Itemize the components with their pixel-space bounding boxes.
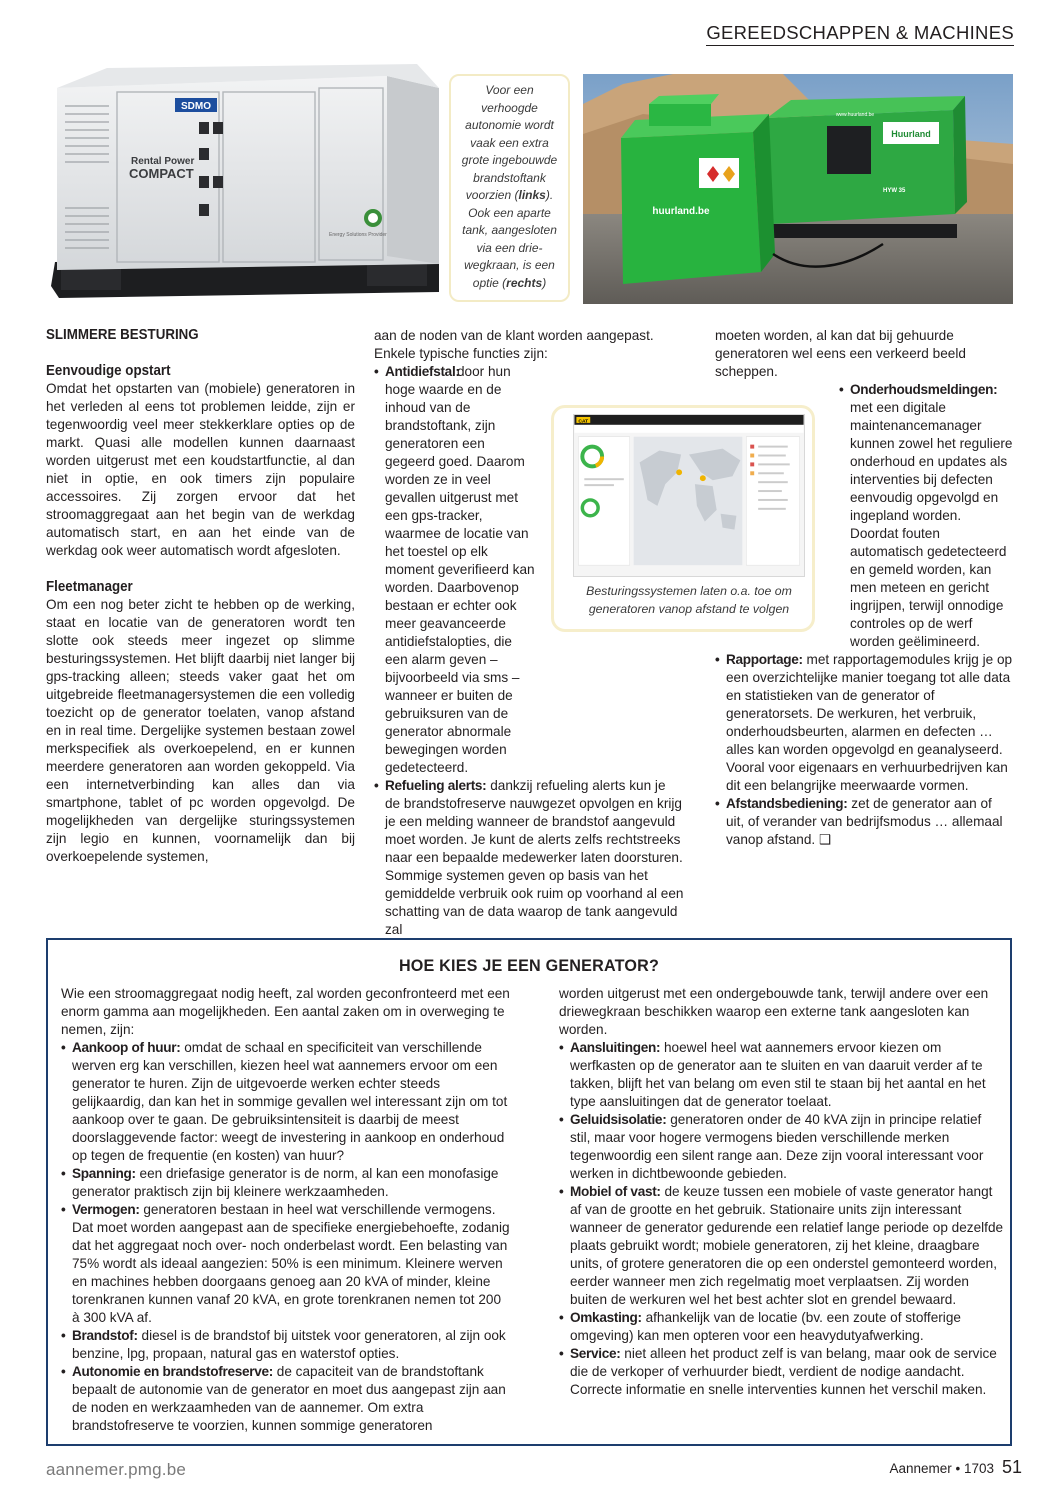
- box-list-text: afhankelijk van de locatie (bv. een zoute of stofferige omgeving) kan men opteren voor een heavydutyafwerking.: [570, 1310, 961, 1343]
- box-list-key: Aansluitingen:: [570, 1040, 661, 1055]
- article-column-1: [46, 326, 355, 866]
- box-list-text: diesel is de brandstof bij uitstek voor generatoren, al zijn ook benzine, lpg, propaan, natural gas en waterstof opties.: [72, 1328, 506, 1361]
- paragraph-fleetmanager: Om een nog beter zicht te hebben op de werking, staat en locatie van de generatoren wordt ten slotte ook steeds meer ingezet op slimme besturingssystemen. Het blijft daarbij niet langer bij gps-tracking alleen; steeds vaker gaat het om uitgebreide fleetmanagersystemen die een volledig toezicht op de generator toelaten, vanop afstand en in real time. Dergelijke systemen bestaan zowel merkspecifiek als overkoepelend, en er kunnen meerdere generatoren aan worden gekoppeld. Via een internetverbinding kan alles dan via smartphone, tablet of pc worden opgevolgd. De mogelijkheden van dergelijke sturingssystemen zijn legio en kunnen, voornamelijk dan bij overkoepelende systemen,: [46, 597, 355, 864]
- box-list-key: Aankoop of huur:: [72, 1040, 181, 1055]
- box-list-item: [61, 1165, 511, 1201]
- box-list-text: hoewel heel wat aannemers ervoor kiezen om werfkasten op de generator aan te sluiten en van daaruit verder af te takken, blijft het van belang om even stil te staan bij het aantal en het type aansluitingen dat de generator toelaat.: [570, 1040, 986, 1109]
- article-column-3: [715, 327, 1013, 849]
- box-list-item: [559, 1039, 1005, 1111]
- box-list-key: Spanning:: [72, 1166, 136, 1181]
- box-list-item: [559, 1183, 1005, 1309]
- box-list-key: Autonomie en brandstofreserve:: [72, 1364, 273, 1379]
- list-item-refueling: [374, 777, 684, 939]
- caption-text: ): [542, 275, 547, 290]
- list-item-text: met een digitale maintenancemanager kunnen zowel het reguliere onderhoud en updates als interventies bij defecten eenvoudig opgevolgd en ingepland worden. Doordat fouten automatisch gedetecteerd en gemeld worden, kan men meteen en gericht ingrijpen, terwijl onnodige controles op de werf worden geëlimineerd.: [850, 400, 1013, 649]
- generator-image: [47, 58, 445, 300]
- box-list-item: [61, 1327, 511, 1363]
- box-right-intro: worden uitgerust met een ondergebouwde tank, terwijl andere over een driewegkraan beschikken waarop een externe tank aangesloten kan worden.: [559, 986, 989, 1037]
- box-list-key: Mobiel of vast:: [570, 1184, 661, 1199]
- subheading-fleetmanager: Fleetmanager: [46, 579, 133, 595]
- box-list-key: Service:: [570, 1346, 621, 1361]
- paragraph-startup: Omdat het opstarten van (mobiele) generatoren in het verleden al eens tot problemen leidde, zijn er tegenwoordig veel meer stekkerklare opties op de markt. Quasi alle modellen kunnen daarnaast worden uitgerust met een koudstartfunctie, al dan niet in optie, en ook timers zijn populaire accessoires. Zij zorgen ervoor dat het stroomaggregaat aan het begin van de werkdag automatisch start, en aan het einde van de werkdag ook weer automatisch wordt afgesloten.: [46, 381, 355, 558]
- box-list-text: niet alleen het product zelf is van belang, maar ook de service die de verkoper of verhuurder biedt, verdient de nodige aandacht. Correcte informatie en snelle interventies kunnen het verschil maken.: [570, 1346, 997, 1397]
- list-item-key: Refueling alerts:: [385, 778, 487, 793]
- cat-logo: CAT: [578, 419, 589, 425]
- paragraph-continued: aan de noden van de klant worden aangepast.: [374, 328, 654, 343]
- panel-text-2: COMPACT: [129, 166, 194, 181]
- list-item-remote: [715, 795, 1013, 849]
- list-item-key: Rapportage:: [726, 652, 803, 667]
- list-item-key: Antidiefstal:: [385, 364, 460, 379]
- caption-text: Voor een verhoogde autonomie wordt vaak een extra grote ingebouwde brandstoftank voorzien (: [461, 83, 558, 202]
- box-list-key: Geluidsisolatie:: [570, 1112, 667, 1127]
- box-list-text: generatoren onder de 40 kVA zijn in principe relatief stil, maar voor hogere vermogens bieden verschillende merken tegenwoordig een silent range aan. Deze zijn vooral interessant voor werken in dichtbewoonde gebieden.: [570, 1112, 984, 1181]
- fuel-tank-caption: [449, 74, 570, 302]
- subheading-startup: Eenvoudige opstart: [46, 363, 171, 379]
- article-title: SLIMMERE BESTURING: [46, 327, 199, 343]
- box-list-item: [61, 1363, 511, 1435]
- end-mark-icon: ❑: [818, 832, 832, 847]
- section-header: GEREEDSCHAPPEN & MACHINES: [706, 22, 1014, 46]
- box-list-text: een driefasige generator is de norm, al kan een monofasige generator praktisch zijn bij kleinere werkzaamheden.: [72, 1166, 499, 1199]
- caption-bold-right: rechts: [506, 275, 543, 290]
- box-list-item: [61, 1039, 511, 1165]
- list-item-text: dankzij refueling alerts kun je de brandstofreserve nauwgezet opvolgen en krijg je een melding wanneer de brandstof aangevuld moet worden. Je kunt de alerts zelfs rechtstreeks naar een bepaalde medewerker laten doorsturen. Sommige systemen geven op basis van het gemiddelde verbruik ook ruim op voorhand al een schatting van de data waarop de tank aangevuld zal: [385, 778, 684, 937]
- sdmo-logo: SDMO: [181, 101, 211, 112]
- footer-website: aannemer.pmg.be: [46, 1460, 187, 1479]
- list-item-maintenance: [839, 381, 1013, 651]
- box-list-item: [559, 1111, 1005, 1183]
- box-list-text: generatoren bestaan in heel wat verschillende vermogens. Dat moet worden aangepast aan de specifieke energiebehoefte, zodanig dat het aggregaat noch over- noch onderbelast wordt. Een belasting van 75% wordt als ideaal aangezien: 50% is een minimum. Kleinere werven en machines hebben doorgaans genoeg aan 20 kVA of minder, kleine torenkranen kunnen vanaf 20 kVA, en grote torenkranen nemen tot 200 à 300 kVA af.: [72, 1202, 510, 1325]
- tagline-text: Energy Solutions Provider: [329, 232, 387, 238]
- list-item-key: Onderhoudsmeldingen:: [850, 382, 998, 397]
- page-number: 51: [1001, 1457, 1022, 1477]
- genset-model-text: HYW 35: [883, 188, 906, 194]
- caption-text: ). Ook een aparte tank, aangesloten via een drie-wegkraan, is een optie (: [462, 188, 557, 290]
- box-column-left: [61, 985, 511, 1435]
- box-list-text: de capaciteit van de brandstoftank bepaalt de autonomie van de generator en moet dus aangepast zijn aan de noden en werkzaamheden van de aannemer. Om extra brandstofreserve te voorzien, kunnen sommige generatoren: [72, 1364, 506, 1433]
- box-intro: Wie een stroomaggregaat nodig heeft, zal worden geconfronteerd met een enorm gamma aan mogelijkheden. Een aantal zaken om in overweging te nemen, zijn:: [61, 986, 510, 1037]
- list-item-reporting: [715, 651, 1013, 795]
- box-list-item: [559, 1309, 1005, 1345]
- genset-brand-text: Huurland: [891, 129, 931, 139]
- functions-intro: Enkele typische functies zijn:: [374, 346, 548, 361]
- list-item-text: met rapportagemodules krijg je op een overzichtelijke manier toegang tot alle data en statistieken van de generator of generatorsets. De werkuren, het verbruik, onderhoudsbeurten, alarmen en defecten … alles kan worden opgevolgd en geanalyseerd. Vooral voor eigenaars en verhuurbedrijven kan dit een belangrijke meerwaarde vormen.: [726, 652, 1013, 793]
- list-item-key: Afstandsbediening:: [726, 796, 848, 811]
- tank-generator-photo: [583, 74, 1013, 304]
- list-item-text: zet de generator aan of uit, of verander van bedrijfsmodus … allemaal vanop afstand.: [726, 796, 1003, 847]
- panel-text-1: Rental Power: [131, 156, 195, 167]
- box-list-item: [61, 1201, 511, 1327]
- screenshot-caption: Besturingssystemen laten o.a. toe om generatoren vanop afstand te volgen: [586, 584, 792, 616]
- box-column-right: [559, 985, 1005, 1399]
- box-title: HOE KIES JE EEN GENERATOR?: [398, 956, 660, 975]
- list-item-text: door hun hoge waarde en de inhoud van de brandstoftank, zijn generatoren een gegeerd goed. Daarom worden ze in veel gevallen uitgerust met een gps-tracker, waarmee de locatie van het toestel op elk moment geverifieerd kan worden. Daarbovenop bestaan er echter ook meer geavanceerde antidiefstalopties, die een alarm geven – bijvoorbeeld via sms – wanneer er buiten de gebruiksuren van de generator abnormale bewegingen worden gedetecteerd.: [385, 364, 535, 775]
- box-list-text: omdat de schaal en specificiteit van verschillende werven erg kan verschillen, kiezen heel wat aannemers ervoor om een generator te huren. Zijn de uitgevoerde werken echter steeds gelijkaardig, dan kan het in sommige gevallen wel interessant zijn om tot aankoop over te gaan. De gebruiksintensiteit is daarbij de meest doorslaggevende factor: weegt de investering in aankoop en onderhoud op tegen de frequentie (en kosten) van huur?: [72, 1040, 508, 1163]
- box-list-key: Brandstof:: [72, 1328, 138, 1343]
- box-list-key: Vermogen:: [72, 1202, 140, 1217]
- sidebar-box: [46, 938, 1012, 1446]
- box-list-key: Omkasting:: [570, 1310, 642, 1325]
- box-list-item: [559, 1345, 1005, 1399]
- caption-bold-left: links: [518, 188, 546, 202]
- genset-url-text: www.huurland.be: [835, 112, 875, 118]
- tank-brand-text: huurland.be: [652, 206, 710, 217]
- paragraph-continued: moeten worden, al kan dat bij gehuurde generatoren wel eens een verkeerd beeld scheppen.: [715, 328, 966, 379]
- box-list-text: de keuze tussen een mobiele of vaste generator hangt af van de grootte en het gebruik. Stationaire units zijn interessant wanneer de generator gedurende een relatief lange periode op dezelfde plaats gebruikt wordt; mobiele generatoren, zij het kleine, draagbare units, of grotere generatoren die op een onderstel gemonteerd worden, eerder wanneer men zich regelmatig moet verplaatsen. Zij worden buiten de werkuren wel het best achter slot en grendel bewaard.: [570, 1184, 1004, 1307]
- footer-issue: Aannemer • 1703: [889, 1461, 994, 1476]
